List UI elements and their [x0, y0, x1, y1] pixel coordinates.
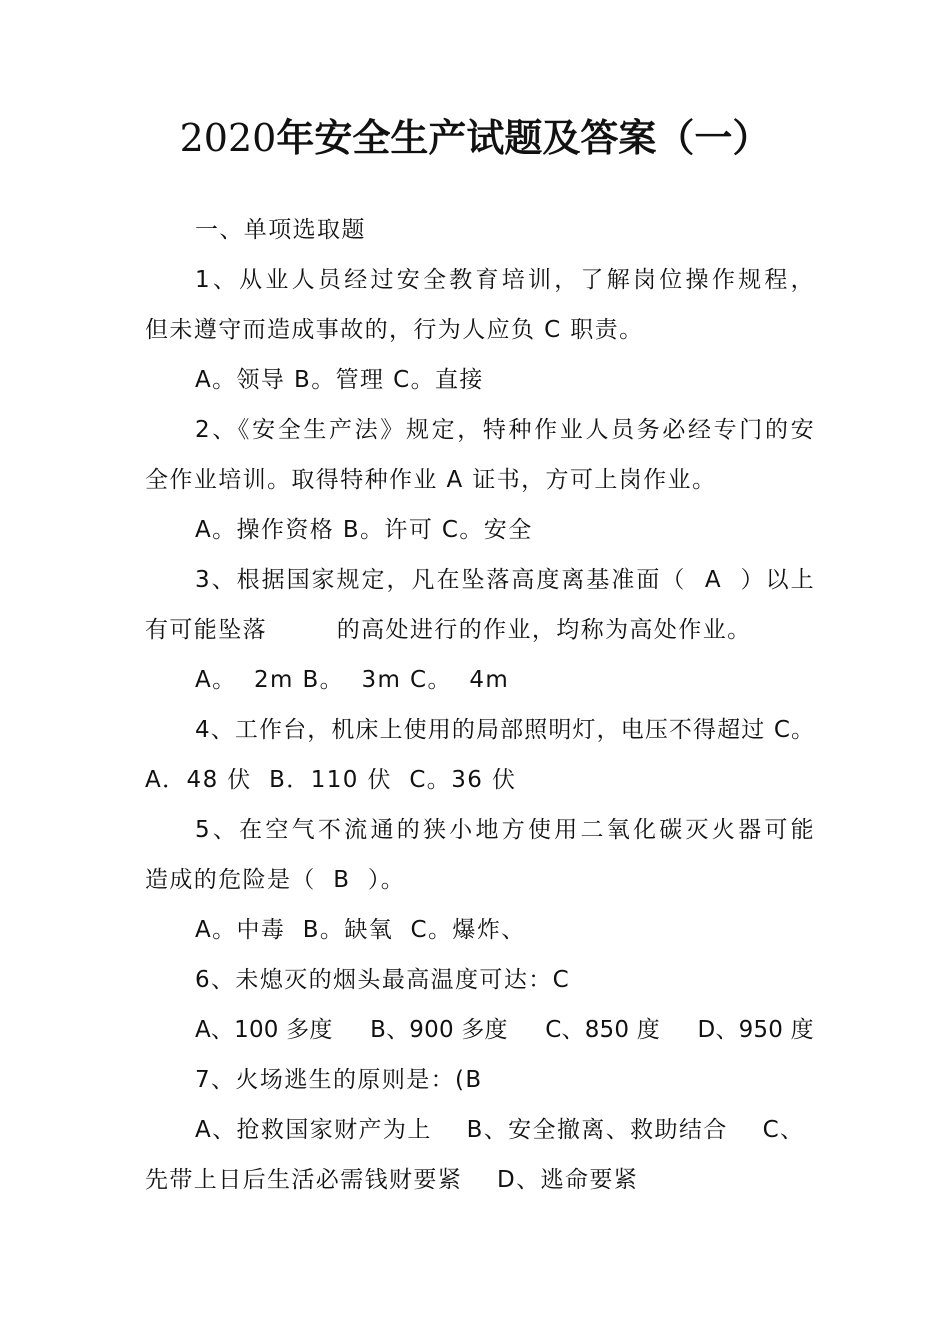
question-5-options: A。中毒 B。缺氧 C。爆炸、: [195, 917, 526, 943]
question-2-line-1: 2、《安全生产法》规定，特种作业人员务必经专门的安: [195, 417, 815, 443]
question-1-line-1: 1、从业人员经过安全教育培训，了解岗位操作规程，: [195, 267, 815, 293]
question-4-options: A．48 伏 B．110 伏 C。36 伏: [145, 767, 517, 793]
question-6-line-1: 6、未熄灭的烟头最高温度可达：C: [195, 967, 571, 993]
question-5-line-1: 5、在空气不流通的狭小地方使用二氧化碳灭火器可能: [195, 817, 815, 843]
question-2-options: A。操作资格 B。许可 C。安全: [195, 517, 533, 543]
question-7-options-line-2: 先带上日后生活必需钱财要紧 D、逃命要紧: [145, 1167, 639, 1193]
question-5-line-2: 造成的危险是（ B ）。: [145, 867, 406, 893]
question-2-line-2: 全作业培训。取得特种作业 A 证书，方可上岗作业。: [145, 467, 717, 493]
question-3-line-1: 3、根据国家规定，凡在坠落高度离基准面（ A ）以上: [195, 567, 815, 593]
question-3-line-2: 有可能坠落 的高处进行的作业，均称为高处作业。: [145, 617, 752, 643]
question-1-line-2: 但未遵守而造成事故的，行为人应负 C 职责。: [145, 317, 644, 343]
question-7-line-1: 7、火场逃生的原则是：(B: [195, 1067, 483, 1093]
question-4-line-1: 4、工作台，机床上使用的局部照明灯，电压不得超过 C。: [195, 717, 815, 743]
document-title: [0, 112, 950, 164]
section-heading: 一、单项选取题: [195, 217, 366, 243]
title-year: 2020: [179, 116, 277, 160]
question-6-options: A、100 多度 B、900 多度 C、850 度 D、950 度: [195, 1017, 814, 1043]
title-main: 年安全生产试题及答案（一）: [276, 116, 771, 160]
question-7-options-line-1: A、抢救国家财产为上 B、安全撤离、救助结合 C、: [195, 1117, 805, 1143]
question-1-options: A。领导 B。管理 C。直接: [195, 367, 484, 393]
question-3-options: A。 2m B。 3m C。 4m: [195, 667, 510, 693]
